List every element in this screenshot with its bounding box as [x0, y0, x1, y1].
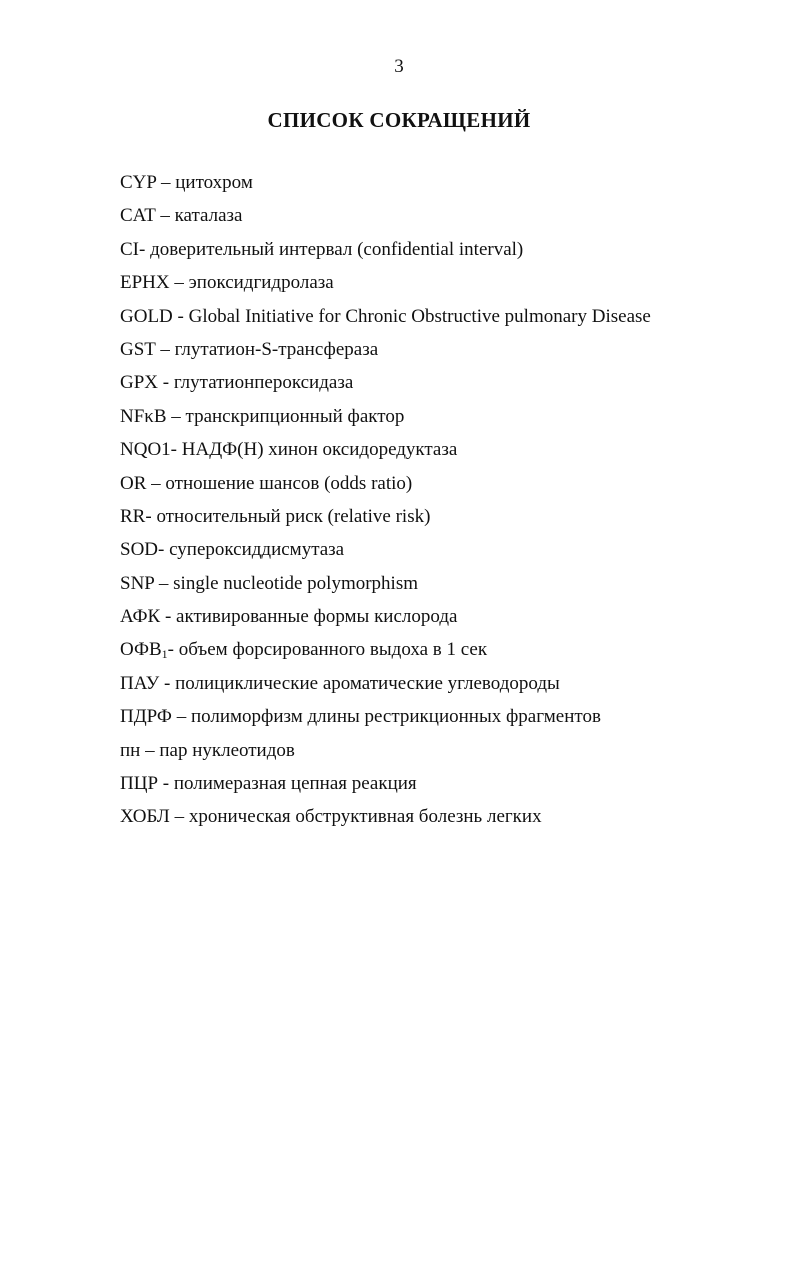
abbreviation-term: GST [120, 338, 156, 360]
abbreviation-term: NQO1- [120, 439, 177, 461]
abbreviation-term: SNP [120, 572, 155, 594]
abbreviation-separator: - [158, 773, 174, 795]
abbreviation-separator: – [154, 572, 174, 594]
list-item [120, 704, 780, 737]
list-item [120, 671, 780, 704]
abbreviation-term: OR [120, 472, 147, 494]
abbreviation-definition: доверительный интервал (confidential interval) [150, 238, 524, 260]
list-item [120, 237, 780, 270]
abbreviation-definition: полициклические ароматические углеводороды [175, 672, 560, 694]
abbreviation-separator: – [166, 405, 186, 427]
page-title: СПИСОК СОКРАЩЕНИЙ [267, 108, 531, 132]
abbreviation-separator: – [155, 205, 175, 227]
abbreviation-term: SOD- [120, 539, 165, 561]
list-item [120, 337, 780, 370]
list-item [120, 771, 780, 804]
abbreviation-separator: – [155, 338, 175, 360]
abbreviation-definition: эпоксидгидролаза [188, 272, 334, 294]
abbreviation-definition: активированные формы кислорода [176, 606, 458, 628]
list-item [120, 404, 780, 437]
abbreviation-definition: Global Initiative for Chronic Obstructive pulmonary Disease [188, 305, 651, 327]
abbreviation-separator: – [156, 172, 176, 193]
list-item [120, 637, 780, 670]
abbreviation-definition: глутатионпероксидаза [173, 372, 354, 394]
list-item [120, 504, 780, 537]
abbreviation-term: ПАУ [120, 672, 160, 694]
abbreviation-definition: НАДФ(Н) хинон оксидоредуктаза [181, 439, 458, 461]
abbreviation-definition: полиморфизм длины рестрикционных фрагментов [190, 706, 601, 728]
abbreviation-term: пн [120, 739, 141, 761]
abbreviation-term: GPX [120, 372, 159, 394]
abbreviation-definition: пар нуклеотидов [159, 739, 295, 761]
abbreviation-separator: - [158, 372, 174, 394]
abbreviation-term: ОФВ [120, 639, 162, 661]
abbreviation-separator: – [171, 706, 191, 728]
page-number: 3 [394, 56, 404, 77]
list-item [120, 170, 780, 203]
abbreviation-separator: – [146, 472, 166, 494]
abbreviation-separator: – [140, 739, 160, 761]
abbreviation-definition: single nucleotide polymorphism [173, 572, 419, 594]
list-item [120, 571, 780, 604]
abbreviation-term: ПДРФ [120, 706, 172, 728]
abbreviation-term: CAT [120, 205, 156, 227]
abbreviation-list [120, 170, 780, 838]
abbreviation-term: CYP [120, 172, 157, 193]
abbreviation-term: ПЦР [120, 773, 159, 795]
abbreviation-definition: супероксиддисмутаза [169, 539, 345, 561]
abbreviation-definition: относительный риск (relative risk) [156, 505, 431, 527]
list-item [120, 804, 780, 837]
abbreviation-term: RR- [120, 505, 152, 527]
list-item [120, 604, 780, 637]
abbreviation-separator: - [172, 305, 189, 327]
abbreviation-term: EPHX [120, 272, 170, 294]
abbreviation-separator: – [169, 272, 189, 294]
list-item [120, 537, 780, 570]
abbreviation-definition: хроническая обструктивная болезнь легких [188, 806, 542, 828]
abbreviation-definition: цитохром [175, 172, 253, 193]
abbreviation-separator: - [159, 672, 176, 694]
abbreviation-term: ХОБЛ [120, 806, 170, 828]
list-item [120, 437, 780, 470]
list-item [120, 203, 780, 236]
abbreviation-term: GOLD [120, 305, 173, 327]
abbreviation-separator: - [167, 639, 179, 661]
abbreviation-definition: объем форсированного выдоха в 1 сек [178, 639, 488, 661]
abbreviation-subscript: 1 [161, 647, 168, 662]
list-item [120, 304, 780, 337]
list-item [120, 270, 780, 303]
abbreviation-term: АФК [120, 606, 161, 628]
abbreviation-definition: глутатион-S-трансфераза [174, 338, 379, 360]
abbreviation-definition: транскрипционный фактор [185, 405, 405, 427]
abbreviation-term: CI- [120, 238, 146, 260]
abbreviation-separator: - [160, 606, 177, 628]
list-item [120, 471, 780, 504]
abbreviation-definition: полимеразная цепная реакция [173, 773, 417, 795]
abbreviation-term: NFκB [120, 405, 167, 427]
list-item [120, 370, 780, 403]
abbreviation-definition: отношение шансов (odds ratio) [165, 472, 413, 494]
abbreviation-definition: каталаза [174, 205, 243, 227]
abbreviation-separator: – [169, 806, 189, 828]
list-item [120, 738, 780, 771]
